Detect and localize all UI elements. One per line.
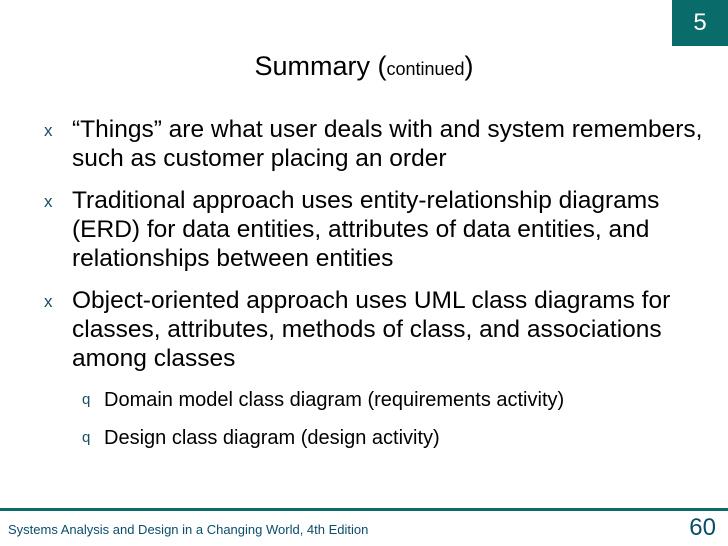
sub-bullet-marker-icon: q — [82, 429, 91, 446]
bullet-marker-icon: x — [44, 192, 53, 211]
sub-bullet-text: Design class diagram (design activity) — [104, 427, 440, 449]
chapter-number: 5 — [693, 9, 707, 36]
bullet-item — [44, 115, 712, 173]
bullet-marker-icon: x — [44, 292, 53, 311]
title-continued: continued — [386, 59, 465, 79]
sub-bullet-item — [82, 425, 714, 451]
footer-book-title: Systems Analysis and Design in a Changing World, 4th Edition — [8, 522, 369, 537]
bullet-item — [44, 286, 712, 373]
title-main: Summary ( — [254, 51, 387, 81]
sub-bullet-item — [82, 387, 714, 413]
footer-divider — [0, 508, 728, 511]
bullet-marker-icon: x — [44, 121, 53, 140]
sub-bullet-marker-icon: q — [82, 391, 91, 408]
slide-title — [0, 49, 728, 86]
bullet-item — [44, 186, 712, 273]
bullet-text: Object-oriented approach uses UML class diagrams for classes, attributes, methods of class, and associations among classes — [72, 287, 671, 372]
bullet-text: “Things” are what user deals with and system remembers, such as customer placing an order — [72, 116, 703, 172]
page-number: 60 — [689, 514, 716, 541]
bullet-text: Traditional approach uses entity-relationship diagrams (ERD) for data entities, attributes of data entities, and relationships between entities — [72, 187, 660, 272]
title-close: ) — [464, 51, 474, 81]
sub-bullet-text: Domain model class diagram (requirements activity) — [104, 389, 565, 411]
chapter-number-badge — [672, 0, 728, 46]
